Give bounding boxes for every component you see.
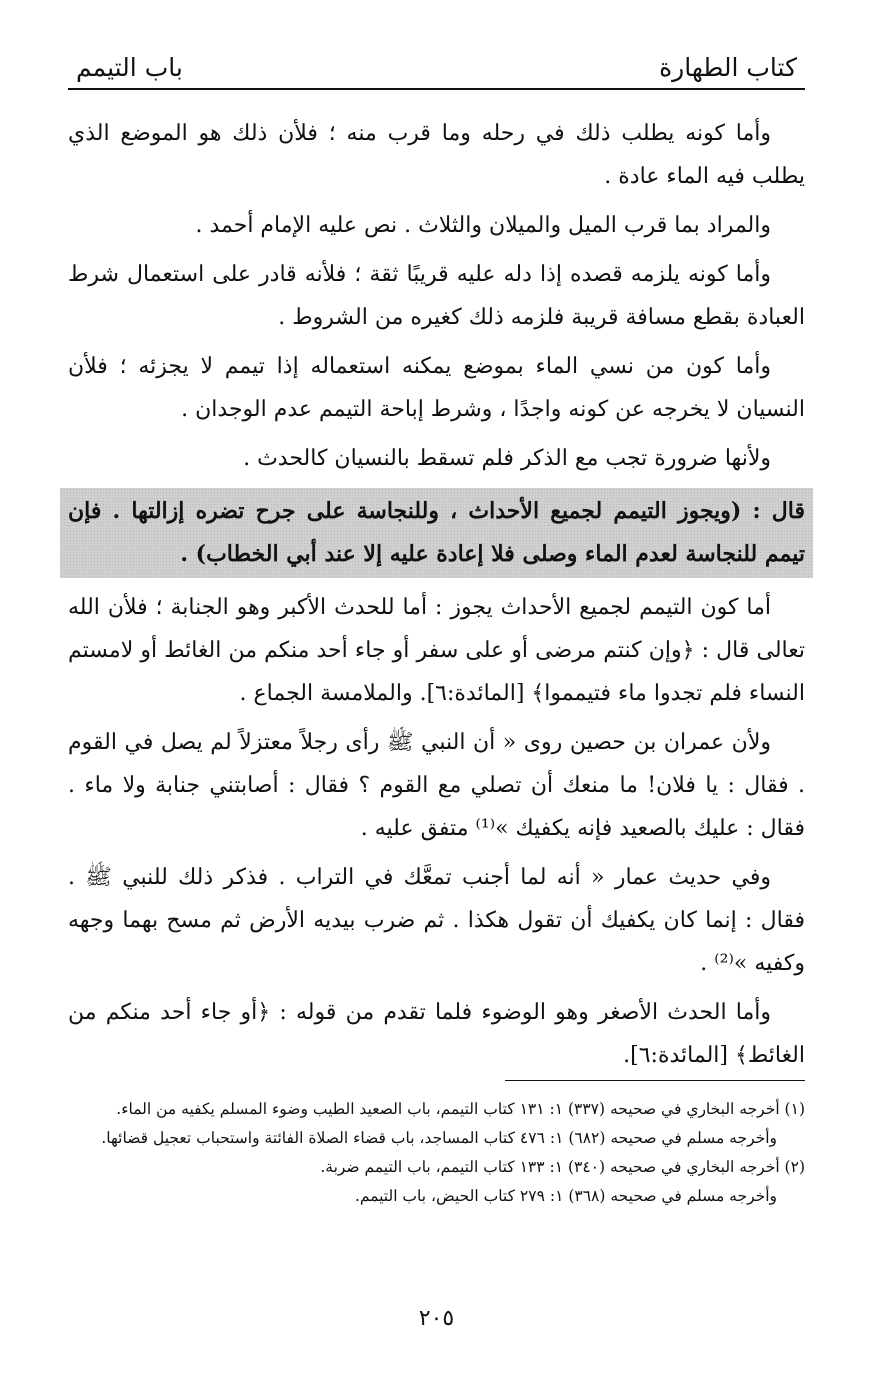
- paragraph: أما كون التيمم لجميع الأحداث يجوز : أما للحدث الأكبر وهو الجنابة ؛ فلأن الله تعالى قال : ﴿وإن كنتم مرضى أو على سفر أو جاء أحد منكم من الغائط أو لامستم النساء فلم تجدوا ماء فتيمموا﴾ [المائدة:٦]. والملامسة الجماع .: [68, 595, 805, 706]
- footnote-separator: [505, 1080, 805, 1081]
- paragraph: وفي حديث عمار « أنه لما أجنب تمعَّك في التراب . فذكر ذلك للنبي ﷺ . فقال : إنما كان يكفيك أن تقول هكذا . ثم ضرب بيديه الأرض ثم مسح بهما وجهه وكفيه »⁽²⁾ .: [68, 865, 805, 976]
- header-section-title: باب التيمم: [76, 53, 183, 82]
- main-text: [68, 112, 805, 1083]
- footnote-1: (١) أخرجه البخاري في صحيحه (٣٣٧) ١: ١٣١ كتاب التيمم، باب الصعيد الطيب وضوء المسلم يكفيه من الماء.: [116, 1100, 805, 1118]
- paragraph: وأما كونه يلزمه قصده إذا دله عليه قريبًا ثقة ؛ فلأنه قادر على استعمال شرط العبادة بقطع مسافة قريبة فلزمه ذلك كغيره من الشروط .: [68, 262, 805, 330]
- page-number: ٢٠٥: [418, 1306, 455, 1331]
- book-page: [68, 0, 805, 1377]
- paragraph: وأما الحدث الأصغر وهو الوضوء فلما تقدم من قوله : ﴿أو جاء أحد منكم من الغائط﴾ [المائدة:٦].: [68, 1000, 805, 1068]
- footnotes: [68, 1096, 805, 1212]
- paragraph: وأما كون من نسي الماء بموضع يمكنه استعماله إذا تيمم لا يجزئه ؛ فلأن النسيان لا يخرجه عن كونه واجدًا ، وشرط إباحة التيمم عدم الوجدان .: [68, 354, 805, 422]
- footnote-1-continuation: وأخرجه مسلم في صحيحه (٦٨٢) ١: ٤٧٦ كتاب المساجد، باب قضاء الصلاة الفائتة واستحباب تعجيل قضائها.: [101, 1129, 777, 1147]
- paragraph: والمراد بما قرب الميل والميلان والثلاث . نص عليه الإمام أحمد .: [195, 213, 771, 238]
- paragraph: ولأن عمران بن حصين روى « أن النبي ﷺ رأى رجلاً معتزلاً لم يصل في القوم . فقال : يا فلان! ما منعك أن تصلي مع القوم ؟ فقال : أصابتني جنابة ولا ماء . فقال : عليك بالصعيد فإنه يكفيك »⁽¹⁾ متفق عليه .: [68, 730, 805, 841]
- running-header: [68, 50, 805, 90]
- footnote-2: (٢) أخرجه البخاري في صحيحه (٣٤٠) ١: ١٣٣ كتاب التيمم، باب التيمم ضربة.: [320, 1158, 805, 1176]
- header-chapter-title: كتاب الطهارة: [659, 53, 797, 82]
- paragraph: وأما كونه يطلب ذلك في رحله وما قرب منه ؛ فلأن ذلك هو الموضع الذي يطلب فيه الماء عادة .: [68, 121, 805, 189]
- paragraph: ولأنها ضرورة تجب مع الذكر فلم تسقط بالنسيان كالحدث .: [243, 446, 771, 471]
- footnote-2-continuation: وأخرجه مسلم في صحيحه (٣٦٨) ١: ٢٧٩ كتاب الحيض، باب التيمم.: [354, 1187, 777, 1205]
- highlighted-matn-text: قال : (ويجوز التيمم لجميع الأحداث ، وللنجاسة على جرح تضره إزالتها . فإن تيمم للنجاسة لعدم الماء وصلى فلا إعادة عليه إلا عند أبي الخطاب) .: [60, 488, 813, 578]
